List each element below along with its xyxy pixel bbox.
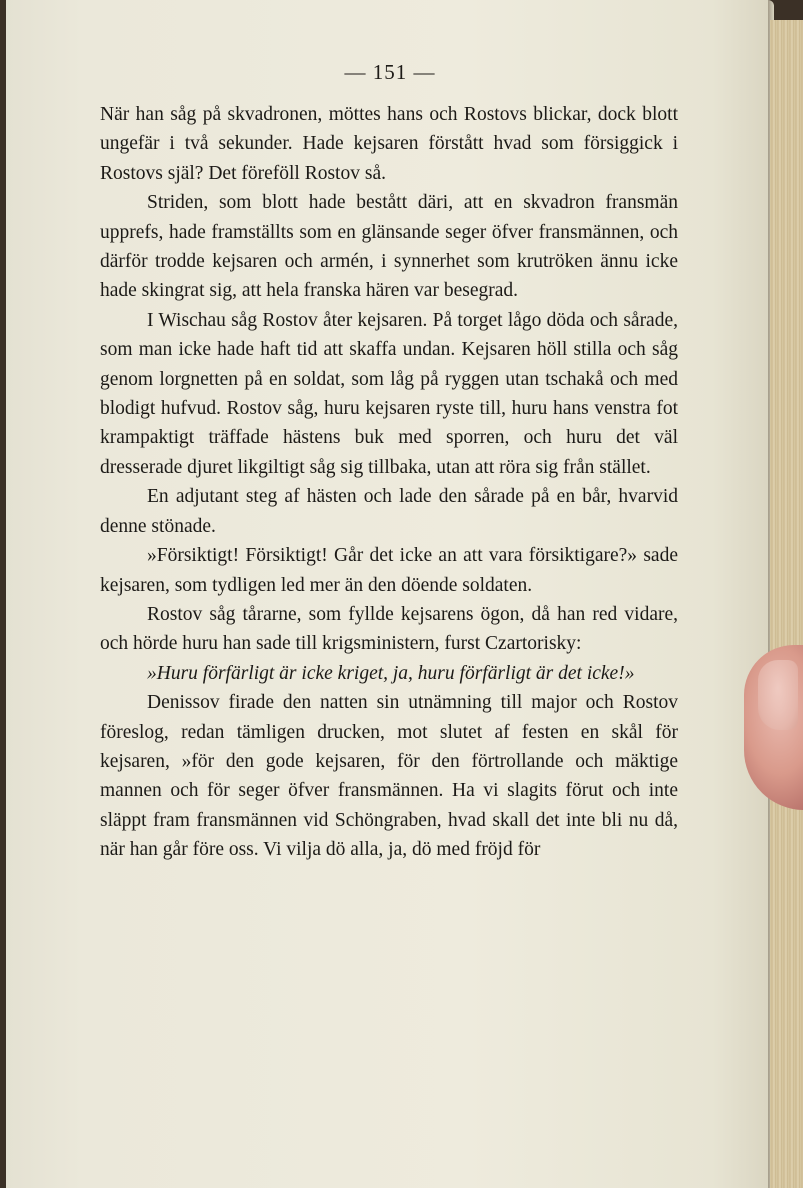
paragraph-5: »Försiktigt! Försiktigt! Går det icke an att vara försiktigare?» sade kejsaren, som tydligen led mer än den döende soldaten.	[100, 545, 678, 596]
paragraph-1: När han såg på skvadronen, möttes hans och Rostovs blickar, dock blott ungefär i två sekunder. Hade kejsaren förstått hvad som försiggick i Rostovs själ? Det föreföll Rostov så.	[100, 104, 678, 184]
paragraph-8: Denissov firade den natten sin utnämning till major och Rostov föreslog, redan tämligen drucken, mot slutet af festen en skål för kejsaren, »för den gode kejsaren, för den förtrollande och mäktige mannen och för seger öfver fransmännen. Ha vi slagits förut och inte släppt fram fransmännen vid Schöngraben, hvad skall det inte bli nu då, när han går före oss. Vi vilja dö alla, ja, dö med fröjd för	[100, 692, 678, 861]
paragraph-3: I Wischau såg Rostov åter kejsaren. På torget lågo döda och sårade, som man icke hade haft tid att skaffa undan. Kejsaren höll stilla och såg genom lorgnetten på en soldat, som låg på ryggen utan tschakå och med blodigt hufvud. Rostov såg, huru kejsaren ryste till, huru hans venstra fot krampaktigt träffade hästens buk med sporren, och huru det väl dresserade djuret likgiltigt såg sig tillbaka, utan att röra sig från stället.	[100, 309, 678, 478]
paragraph-6: Rostov såg tårarne, som fyllde kejsarens ögon, då han red vidare, och hörde huru han sade till krigsministern, furst Czartorisky:	[100, 603, 678, 655]
page-edges	[770, 20, 803, 1188]
paragraph-2: Striden, som blott hade bestått däri, att en skvadron fransmän upprefs, hade framställts som en glänsande seger öfver fransmännen, och därför trodde kejsaren och armén, i synnerhet som krutröken ännu icke hade skingrat sig, att hela franska hären var besegrad.	[100, 192, 678, 302]
body-text	[100, 100, 678, 865]
paragraph-4: En adjutant steg af hästen och lade den sårade på en bår, hvarvid denne stönade.	[100, 486, 678, 537]
paragraph-7-quote: »Huru förfärligt är icke kriget, ja, huru förfärligt är det icke!»	[147, 662, 635, 684]
page-number: — 151 —	[344, 60, 436, 84]
thumbnail-nail	[758, 660, 798, 730]
